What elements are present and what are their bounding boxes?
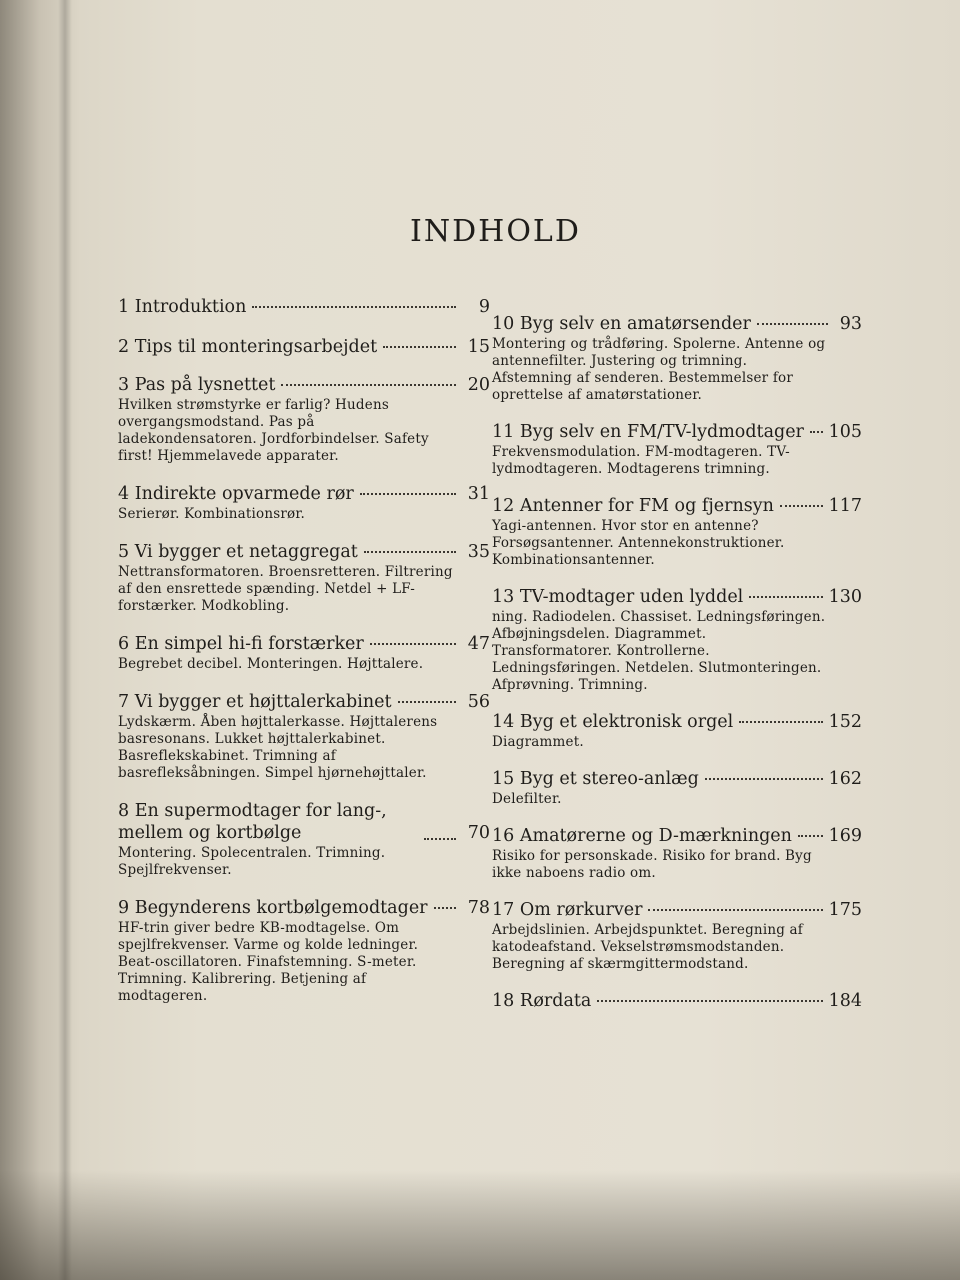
chapter-number: 16 xyxy=(492,826,515,846)
page-bottom-shadow xyxy=(0,1170,960,1280)
chapter-number: 2 xyxy=(118,337,130,357)
toc-entry-14 xyxy=(492,711,862,751)
leader-dots xyxy=(434,907,456,909)
chapter-number: 10 xyxy=(492,314,515,334)
leader-dots xyxy=(383,346,456,348)
chapter-number: 15 xyxy=(492,769,515,789)
page-number: 47 xyxy=(467,634,490,654)
page-number: 162 xyxy=(828,769,862,789)
chapter-description: Montering. Spolecentralen. Trimning. Spejlfrekvenser. xyxy=(118,845,386,878)
chapter-title: Amatørerne og D-mærkningen xyxy=(519,826,792,846)
chapter-title: Rørdata xyxy=(519,991,592,1011)
leader-dots xyxy=(648,909,822,911)
chapter-title: Introduktion xyxy=(134,297,247,317)
toc-right-column xyxy=(492,313,862,1029)
toc-entry-11 xyxy=(492,421,862,478)
chapter-description: Hvilken strømstyrke er farlig? Hudens overgangsmodstand. Pas på ladekondensatoren. Jordforbindelser. Safety first! Hjemmelavede apparater. xyxy=(118,397,429,464)
page-number: 169 xyxy=(828,826,862,846)
page-number: 31 xyxy=(467,484,490,504)
page-number: 20 xyxy=(467,375,490,395)
leader-dots xyxy=(810,431,823,433)
chapter-description: Risiko for personskade. Risiko for brand. Byg ikke naboens radio om. xyxy=(492,848,812,881)
page-number: 105 xyxy=(828,422,862,442)
chapter-title: TV-modtager uden lyddel xyxy=(519,587,744,607)
leader-dots xyxy=(398,701,457,703)
toc-entry-3 xyxy=(118,374,490,465)
chapter-title: Vi bygger et højttalerkabinet xyxy=(134,692,392,712)
toc-entry-7 xyxy=(118,691,490,782)
toc-entry-17 xyxy=(492,899,862,973)
chapter-number: 13 xyxy=(492,587,515,607)
chapter-title: En simpel hi-fi forstærker xyxy=(134,634,364,654)
chapter-number: 11 xyxy=(492,422,515,442)
leader-dots xyxy=(252,306,456,308)
leader-dots xyxy=(370,643,456,645)
chapter-title: Byg et elektronisk orgel xyxy=(519,712,734,732)
chapter-description: HF-trin giver bedre KB-modtagelse. Om spejlfrekvenser. Varme og kolde ledninger. Beat-oscillatoren. Finafstemning. S-meter. Trimning. Kalibrering. Betjening af modtageren. xyxy=(118,920,419,1004)
chapter-number: 8 xyxy=(118,801,130,821)
page-number: 56 xyxy=(467,692,490,712)
leader-dots xyxy=(749,596,822,598)
toc-entry-2 xyxy=(118,336,490,358)
leader-dots xyxy=(705,778,823,780)
page-number: 93 xyxy=(839,314,862,334)
toc-left-column xyxy=(118,296,490,1023)
page-number: 130 xyxy=(828,587,862,607)
chapter-title: Tips til monteringsarbejdet xyxy=(134,337,378,357)
toc-entry-13 xyxy=(492,586,862,694)
chapter-description: Begrebet decibel. Monteringen. Højttalere. xyxy=(118,656,424,672)
chapter-number: 3 xyxy=(118,375,130,395)
leader-dots xyxy=(360,493,456,495)
toc-entry-5 xyxy=(118,541,490,615)
toc-entry-12 xyxy=(492,495,862,569)
toc-entry-1 xyxy=(118,296,490,318)
leader-dots xyxy=(597,1000,822,1002)
chapter-number: 6 xyxy=(118,634,130,654)
page-number: 175 xyxy=(828,900,862,920)
chapter-number: 12 xyxy=(492,496,515,516)
toc-entry-8 xyxy=(118,800,490,879)
leader-dots xyxy=(739,721,822,723)
page-number: 9 xyxy=(478,297,490,317)
page-number: 35 xyxy=(467,542,490,562)
chapter-title: Om rørkurver xyxy=(519,900,643,920)
chapter-title: Byg selv en amatørsender xyxy=(519,314,751,334)
toc-entry-15 xyxy=(492,768,862,808)
toc-entry-6 xyxy=(118,633,490,673)
page-number: 78 xyxy=(467,898,490,918)
toc-entry-18 xyxy=(492,990,862,1012)
page-number: 70 xyxy=(467,823,490,843)
toc-entry-9 xyxy=(118,897,490,1005)
leader-dots xyxy=(798,835,823,837)
chapter-title: Vi bygger et netaggregat xyxy=(134,542,358,562)
leader-dots xyxy=(281,384,456,386)
chapter-description: Lydskærm. Åben højttalerkasse. Højttalerens basresonans. Lukket højttalerkabinet. Basreflekskabinet. Trimning af basrefleksåbningen. Simpel hjørnehøjttaler. xyxy=(118,714,438,781)
toc-entry-16 xyxy=(492,825,862,882)
leader-dots xyxy=(364,551,456,553)
page-fold-shadow xyxy=(58,0,72,1280)
chapter-title: Begynderens kortbølgemodtager xyxy=(134,898,428,918)
leader-dots xyxy=(424,838,456,840)
chapter-description: Yagi-antennen. Hvor stor en antenne? Forsøgsantenner. Antennekonstruktioner. Kombinationsantenner. xyxy=(492,518,785,568)
chapter-description: Nettransformatoren. Broensretteren. Filtrering af den ensrettede spænding. Netdel + LF-forstærker. Modkobling. xyxy=(118,564,453,614)
page-number: 184 xyxy=(828,991,862,1011)
chapter-number: 1 xyxy=(118,297,130,317)
chapter-number: 14 xyxy=(492,712,515,732)
chapter-number: 17 xyxy=(492,900,515,920)
chapter-number: 7 xyxy=(118,692,130,712)
chapter-number: 4 xyxy=(118,484,130,504)
chapter-description: Montering og trådføring. Spolerne. Antenne og antennefilter. Justering og trimning. Afstemning af senderen. Bestemmelser for oprettelse af amatørstationer. xyxy=(492,336,826,403)
chapter-description: Serierør. Kombinationsrør. xyxy=(118,506,306,522)
page-number: 117 xyxy=(828,496,862,516)
chapter-number: 9 xyxy=(118,898,130,918)
chapter-description: ning. Radiodelen. Chassiset. Ledningsføringen. Afbøjningsdelen. Diagrammet. Transformatorer. Kontrollerne. Ledningsføringen. Netdelen. Slutmonteringen. Afprøvning. Trimning. xyxy=(492,609,826,693)
chapter-description: Frekvensmodulation. FM-modtageren. TV-lydmodtageren. Modtagerens trimning. xyxy=(492,444,790,477)
chapter-description: Arbejdslinien. Arbejdspunktet. Beregning af katodeafstand. Vekselstrømsmodstanden. Beregning af skærmgittermodstand. xyxy=(492,922,804,972)
chapter-title: Pas på lysnettet xyxy=(134,375,276,395)
chapter-number: 18 xyxy=(492,991,515,1011)
leader-dots xyxy=(757,323,828,325)
page-number: 152 xyxy=(828,712,862,732)
chapter-description: Diagrammet. xyxy=(492,734,584,750)
toc-entry-4 xyxy=(118,483,490,523)
page-title: INDHOLD xyxy=(410,214,581,249)
chapter-title: Indirekte opvarmede rør xyxy=(134,484,354,504)
chapter-title: Byg et stereo-anlæg xyxy=(519,769,699,789)
chapter-number: 5 xyxy=(118,542,130,562)
leader-dots xyxy=(780,505,823,507)
toc-entry-10 xyxy=(492,313,862,404)
page-number: 15 xyxy=(467,337,490,357)
chapter-description: Delefilter. xyxy=(492,791,562,807)
chapter-title: En supermodtager for lang-, mellem og kortbølge xyxy=(118,801,387,843)
chapter-title: Antenner for FM og fjernsyn xyxy=(519,496,774,516)
chapter-title: Byg selv en FM/TV-lydmodtager xyxy=(519,422,804,442)
